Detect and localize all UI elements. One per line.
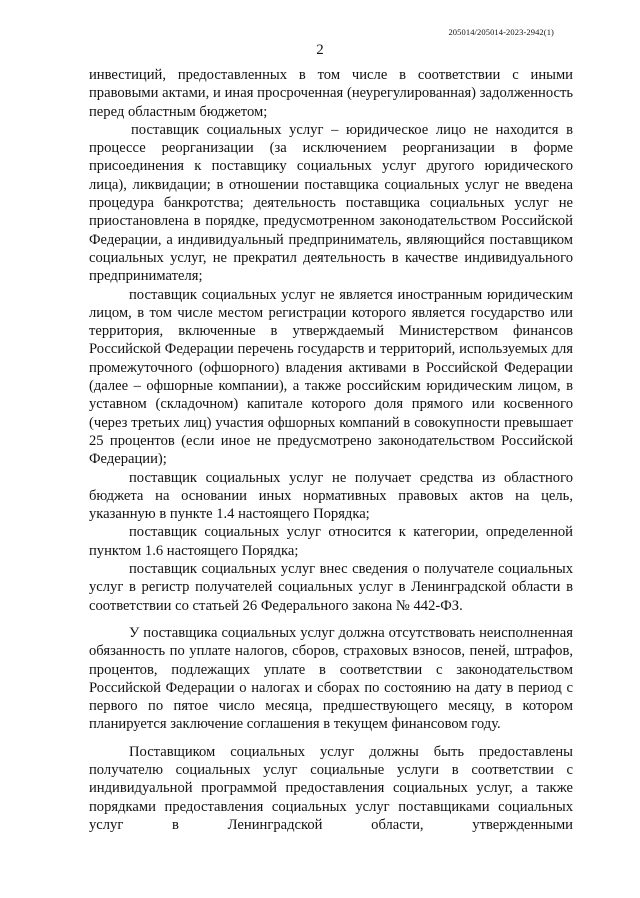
paragraph-regional-budget: поставщик социальных услуг не получает средства из областного бюджета на основании иных нормативных правовых актов на цель, указанную в пункте 1.4 настоящего Порядка; [89,469,573,523]
paragraph-offshore: поставщик социальных услуг не является иностранным юридическим лицом, в том числе местом регистрации которого является государство или территория, включенные в утверждаемый Министерством финансов Российской Федерации перечень государств и территорий, используемых для промежуточного (офшорного) владения активами в Российской Федерации (далее – офшорные компании), а также российским юридическим лицом, в уставном (складочном) капитале которого доля прямого или косвенного (через третьих лиц) участия офшорных компаний в совокупности превышает 25 процентов (если иное не предусмотрено законодательством Российской Федерации); [89,286,573,468]
paragraph-services-provided: Поставщиком социальных услуг должны быть предоставлены получателю социальных услуг социальные услуги в соответствии с индивидуальной программой предоставления социальных услуг, а также порядками предоставления социальных услуг поставщиками социальных услуг в Ленинградской области, утвержденными [89,743,573,833]
paragraph-reorganization: поставщик социальных услуг – юридическое лицо не находится в процессе реорганизации (за исключением реорганизации в форме присоединения к поставщику социальных услуг другого юридического лица), ликвидации; в отношении поставщика социальных услуг не введена процедура банкротства; деятельность поставщика социальных услуг не приостановлена в порядке, предусмотренном законодательством Российской Федерации, а индивидуальный предприниматель, являющийся поставщиком социальных услуг, не прекратил деятельность в качестве индивидуального предпринимателя; [89,121,573,285]
paragraph-tax-obligations: У поставщика социальных услуг должна отсутствовать неисполненная обязанность по уплате налогов, сборов, страховых взносов, пеней, штрафов, процентов, подлежащих уплате в соответствии с законодательством Российской Федерации о налогах и сборах по состоянию на дату в период с первого по пятое число месяца, предшествующего месяцу, в котором планируется заключение соглашения в текущем финансовом году. [89,624,573,733]
document-registration-number: 205014/205014-2023-2942(1) [448,27,554,37]
paragraph-registry: поставщик социальных услуг внес сведения о получателе социальных услуг в регистр получателей социальных услуг в Ленинградской области в соответствии со статьей 26 Федерального закона № 442-ФЗ. [89,561,573,614]
paragraph-budget-debt: инвестиций, предоставленных в том числе в соответствии с иными правовыми актами, и иная просроченная (неурегулированная) задолженность перед областным бюджетом; [89,67,573,120]
paragraph-category: поставщик социальных услуг относится к категории, определенной пунктом 1.6 настоящего Порядка; [89,524,573,559]
document-body [89,66,573,834]
page-number: 2 [316,42,324,58]
